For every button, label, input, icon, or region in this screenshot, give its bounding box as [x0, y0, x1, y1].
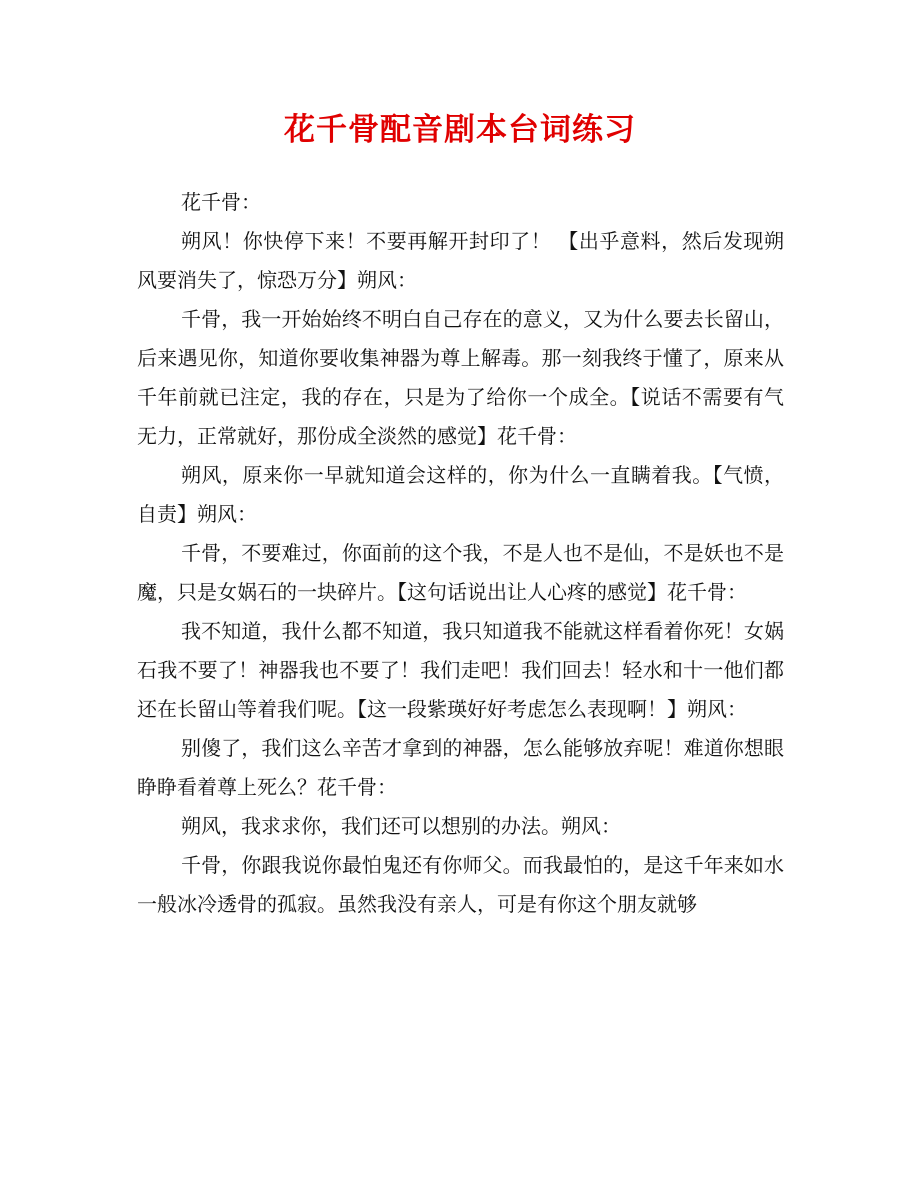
script-body	[137, 183, 784, 924]
paragraph-1: 花千骨：	[181, 190, 261, 214]
paragraph-6: 我不知道，我什么都不知道，我只知道我不能就这样看着你死！女娲石我不要了！神器我也不要了！我们走吧！我们回去！轻水和十一他们都还在长留山等着我们呢。【这一段紫瑛好好考虑怎么表现啊！】朔风：	[137, 619, 784, 721]
paragraph-4: 朔风，原来你一早就知道会这样的，你为什么一直瞒着我。【气愤，自责】朔风：	[137, 463, 784, 526]
paragraph-3: 千骨，我一开始始终不明白自己存在的意义，又为什么要去长留山，后来遇见你，知道你要收集神器为尊上解毒。那一刻我终于懂了，原来从千年前就已注定，我的存在，只是为了给你一个成全。【说话不需要有气无力，正常就好，那份成全淡然的感觉】花千骨：	[137, 307, 784, 448]
paragraph-8: 朔风，我求求你，我们还可以想别的办法。朔风：	[181, 814, 621, 838]
paragraph-7: 别傻了，我们这么辛苦才拿到的神器，怎么能够放弃呢！难道你想眼睁睁看着尊上死么？花千骨：	[137, 736, 784, 799]
paragraph-5: 千骨，不要难过，你面前的这个我，不是人也不是仙，不是妖也不是魔，只是女娲石的一块碎片。【这句话说出让人心疼的感觉】花千骨：	[137, 541, 784, 604]
paragraph-2: 朔风！你快停下来！不要再解开封印了！ 【出乎意料，然后发现朔风要消失了，惊恐万分】朔风：	[137, 229, 784, 292]
document-title: 花千骨配音剧本台词练习	[284, 112, 636, 148]
paragraph-9: 千骨，你跟我说你最怕鬼还有你师父。而我最怕的，是这千年来如水一般冰冷透骨的孤寂。虽然我没有亲人，可是有你这个朋友就够	[137, 853, 784, 916]
